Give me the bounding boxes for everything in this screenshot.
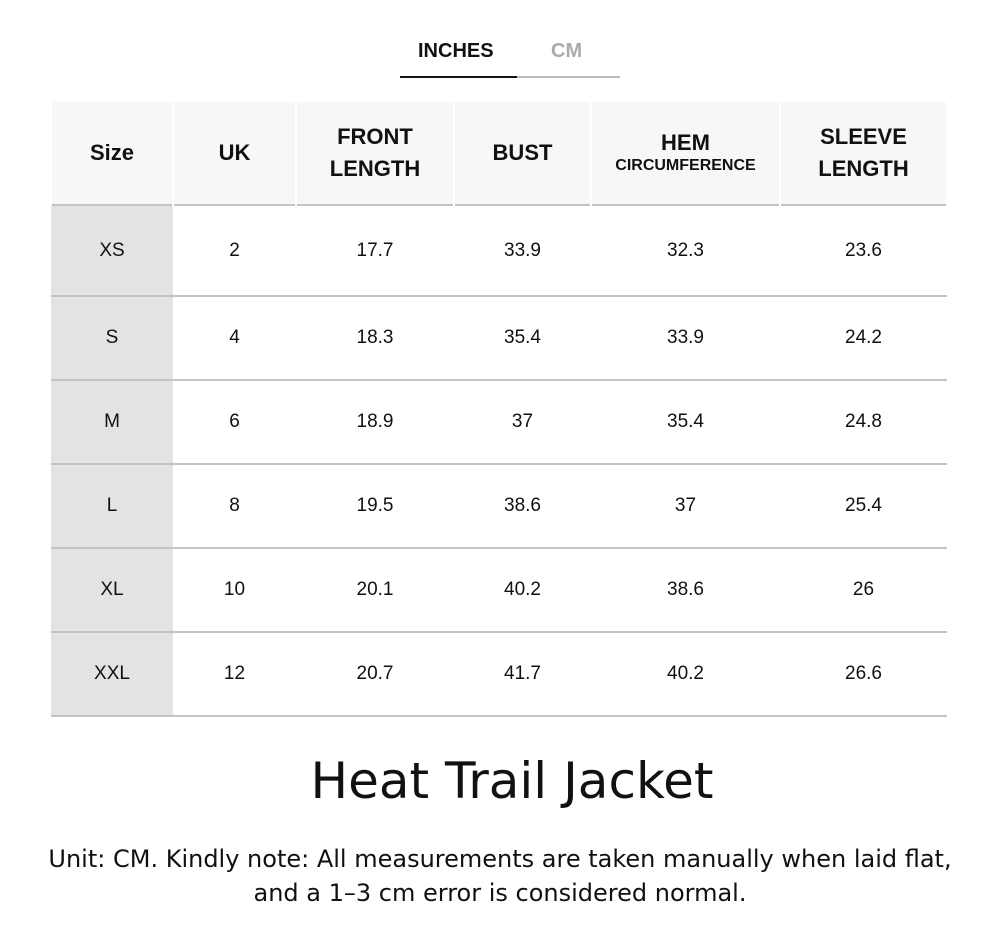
table-row	[51, 464, 947, 548]
header-line: LENGTH	[818, 156, 909, 181]
table-cell: 38.6	[591, 548, 780, 632]
table-cell: 24.2	[780, 296, 947, 380]
table-row	[51, 632, 947, 716]
active-tab-indicator	[400, 76, 517, 78]
table-cell: 32.3	[591, 205, 780, 296]
table-cell: 33.9	[591, 296, 780, 380]
table-cell: 4	[173, 296, 296, 380]
header-line: LENGTH	[329, 156, 421, 181]
unit-tabs	[400, 36, 620, 78]
table-cell: 2	[173, 205, 296, 296]
table-row	[51, 296, 947, 380]
table-cell: 35.4	[591, 380, 780, 464]
table-row	[51, 205, 947, 296]
table-cell: 41.7	[454, 632, 591, 716]
table-cell: 10	[173, 548, 296, 632]
header-line: HEM	[661, 130, 710, 155]
header-line: SLEEVE	[820, 124, 907, 149]
table-cell: 26	[780, 548, 947, 632]
table-cell: 20.1	[296, 548, 454, 632]
header-line: BUST	[492, 140, 553, 165]
table-cell: 37	[454, 380, 591, 464]
header-line: CIRCUMFERENCE	[615, 157, 756, 174]
tab-cm[interactable]: CM	[551, 40, 583, 62]
size-cell: M	[51, 380, 173, 464]
table-cell: 33.9	[454, 205, 591, 296]
table-cell: 38.6	[454, 464, 591, 548]
table-cell: 23.6	[780, 205, 947, 296]
size-cell: XXL	[51, 632, 173, 716]
tab-inches[interactable]: INCHES	[418, 40, 494, 62]
table-cell: 6	[173, 380, 296, 464]
table-cell: 26.6	[780, 632, 947, 716]
column-header	[51, 102, 173, 205]
size-cell: XS	[51, 205, 173, 296]
table-cell: 24.8	[780, 380, 947, 464]
column-header	[454, 102, 591, 205]
table-cell: 12	[173, 632, 296, 716]
measurement-note: Unit: CM. Kindly note: All measurements are taken manually when laid flat, and a 1–3 cm error is considered normal.	[48, 845, 952, 907]
header-line: UK	[218, 140, 251, 165]
size-cell: XL	[51, 548, 173, 632]
table-cell: 8	[173, 464, 296, 548]
table-cell: 18.9	[296, 380, 454, 464]
table-cell: 25.4	[780, 464, 947, 548]
table-cell: 19.5	[296, 464, 454, 548]
column-header	[173, 102, 296, 205]
table-cell: 37	[591, 464, 780, 548]
column-header	[591, 102, 780, 205]
table-row	[51, 380, 947, 464]
size-table	[50, 102, 948, 717]
header-line: Size	[89, 140, 135, 165]
column-header	[296, 102, 454, 205]
table-cell: 40.2	[454, 548, 591, 632]
table-cell: 20.7	[296, 632, 454, 716]
table-cell: 17.7	[296, 205, 454, 296]
table-cell: 35.4	[454, 296, 591, 380]
table-cell: 40.2	[591, 632, 780, 716]
size-cell: S	[51, 296, 173, 380]
table-cell: 18.3	[296, 296, 454, 380]
table-header-row	[51, 102, 947, 205]
table-row	[51, 548, 947, 632]
size-cell: L	[51, 464, 173, 548]
tab-underline	[517, 76, 620, 78]
product-title: Heat Trail Jacket	[310, 752, 714, 810]
column-header	[780, 102, 947, 205]
header-line: FRONT	[337, 124, 413, 149]
